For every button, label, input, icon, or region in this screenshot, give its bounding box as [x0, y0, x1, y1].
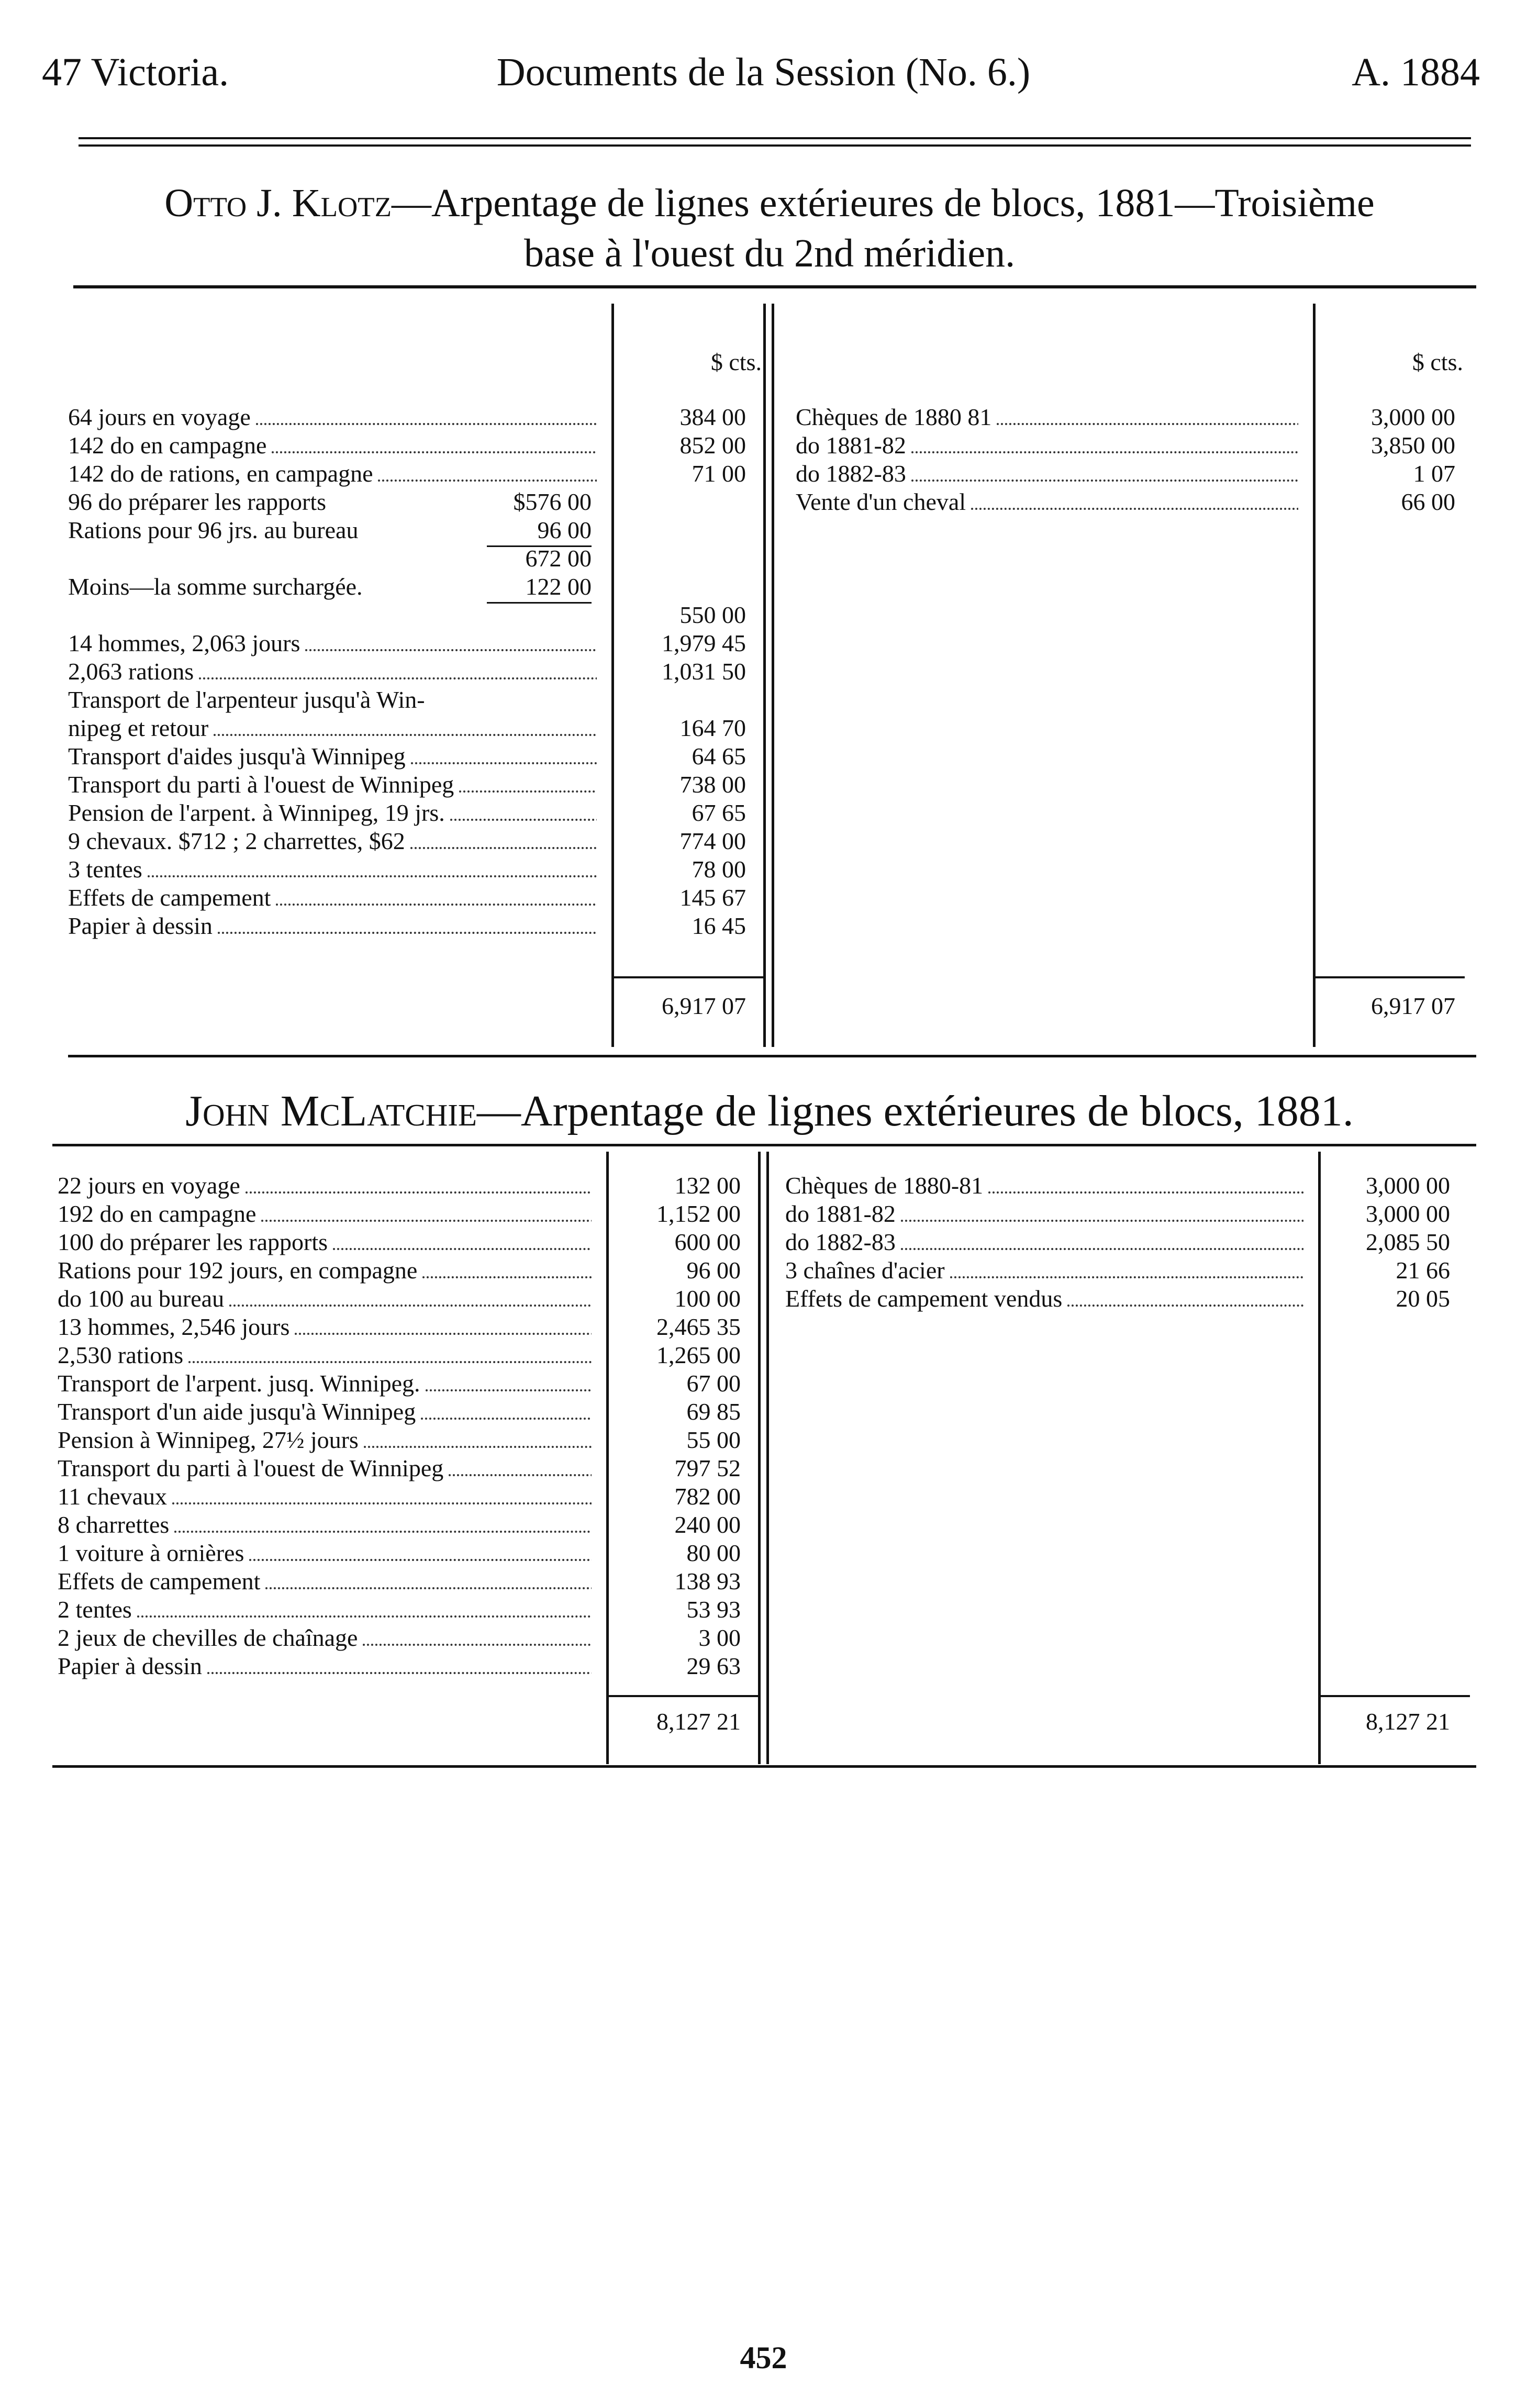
section2-total-right: 8,127 21 [1366, 1708, 1450, 1735]
section1-debit-row [0, 799, 1527, 827]
section2-total-rule-right [1318, 1695, 1470, 1697]
section1-debit-label [68, 855, 597, 884]
section1-debit-row [0, 855, 1527, 884]
leader-dots [911, 451, 1298, 453]
section2-debit-row [0, 1539, 1527, 1567]
section2-debit-amount: 138 93 [674, 1568, 741, 1595]
section2-debit-label-text: Pension à Winnipeg, 27½ jours [58, 1426, 359, 1453]
section2-credit-row [0, 1285, 1527, 1313]
section1-debit-amount: 16 45 [692, 912, 746, 939]
section2-debit-label-text: do 100 au bureau [58, 1285, 225, 1312]
section-divider [68, 1055, 1476, 1057]
section2-credit-row [0, 1200, 1527, 1228]
section1-debit-label-text: 2,063 rations [68, 658, 194, 685]
section1-debit-label [68, 516, 476, 544]
section1-title [63, 178, 1476, 278]
section1-debit-label-text: 3 tentes [68, 856, 142, 883]
section2-debit-label-text: Transport de l'arpent. jusq. Winnipeg. [58, 1370, 420, 1397]
section1-debit-label-text: Transport du parti à l'ouest de Winnipeg [68, 771, 454, 798]
section1-debit-label [68, 912, 597, 940]
section1-title-name: Otto J. Klotz [164, 181, 392, 225]
section1-credit-row [0, 431, 1527, 460]
leader-dots [137, 1615, 592, 1618]
section1-credit-label [796, 403, 1298, 431]
section1-credit-label [796, 460, 1298, 488]
leader-dots [249, 1559, 592, 1561]
section2-debit-label [58, 1398, 592, 1426]
leader-dots [214, 734, 597, 736]
section1-debit-subtotal: 122 00 [525, 573, 592, 600]
section1-debit-row [0, 601, 1527, 629]
section1-credit-amount: 3,000 00 [1371, 404, 1455, 430]
section1-debit-amount: 71 00 [692, 460, 746, 487]
section2-debit-amount: 797 52 [674, 1455, 741, 1481]
leader-dots [421, 1418, 592, 1420]
section2-credit-label-text: do 1881-82 [785, 1200, 896, 1227]
section1-col-caption-right: $ cts. [1412, 349, 1463, 375]
section2-debit-label-text: Effets de campement [58, 1568, 261, 1595]
section2-debit-amount: 53 93 [686, 1596, 741, 1623]
section2-bottom-rule [52, 1765, 1476, 1768]
leader-dots [218, 932, 597, 934]
section2-title-name: John McLatchie [185, 1087, 477, 1135]
section2-debit-label-text: Transport du parti à l'ouest de Winnipeg [58, 1455, 444, 1481]
section1-debit-row [0, 544, 1527, 573]
section2-debit-label [58, 1482, 592, 1511]
section2-debit-label [58, 1341, 592, 1369]
section1-debit-amount: 550 00 [679, 601, 746, 628]
section1-debit-label-text: 142 do en campagne [68, 432, 267, 459]
section1-debit-label-text: Moins—la somme surchargée. [68, 573, 363, 600]
section1-total-right: 6,917 07 [1371, 993, 1455, 1019]
section1-debit-row [0, 629, 1527, 657]
section2-debit-amount: 69 85 [686, 1398, 741, 1425]
section1-debit-amount: 738 00 [679, 771, 746, 798]
section2-credit-amount: 21 66 [1396, 1257, 1450, 1284]
section2-credit-label [785, 1228, 1303, 1256]
section2-debit-label-text: 2 tentes [58, 1596, 132, 1623]
section2-credit-label [785, 1285, 1303, 1313]
leader-dots [363, 1644, 592, 1646]
section2-debit-label [58, 1369, 592, 1398]
section1-debit-row [0, 771, 1527, 799]
header-year: A. 1884 [1352, 50, 1480, 94]
section1-credit-label-text: Chèques de 1880 81 [796, 404, 992, 430]
leader-dots [911, 480, 1298, 482]
section1-debit-subtotal: $576 00 [513, 488, 592, 515]
section1-credit-label [796, 488, 1298, 516]
section1-debit-label [68, 573, 476, 601]
section1-debit-label-text: 14 hommes, 2,063 jours [68, 630, 300, 656]
section2-debit-amount: 29 63 [686, 1653, 741, 1679]
section2-credit-row [0, 1228, 1527, 1256]
section1-debit-amount: 1,031 50 [662, 658, 746, 685]
section2-debit-label [58, 1511, 592, 1539]
section1-total-rule-left [611, 976, 763, 978]
section2-debit-label-text: Papier à dessin [58, 1653, 202, 1679]
section2-debit-label-text: Transport d'un aide jusqu'à Winnipeg [58, 1398, 416, 1425]
section1-debit-label [68, 714, 597, 742]
section2-debit-label-text: 192 do en campagne [58, 1200, 257, 1227]
leader-dots [410, 847, 597, 849]
section1-debit-amount: 78 00 [692, 856, 746, 883]
section2-debit-amount: 132 00 [674, 1172, 741, 1199]
section1-debit-label [68, 657, 597, 686]
section2-credit-amount: 3,000 00 [1366, 1172, 1450, 1199]
section2-debit-amount: 1,152 00 [656, 1200, 741, 1227]
header-rule-top [79, 137, 1471, 139]
section2-debit-amount: 3 00 [698, 1624, 741, 1651]
section2-debit-amount: 782 00 [674, 1483, 741, 1510]
section1-debit-row [0, 827, 1527, 855]
section1-debit-row [0, 742, 1527, 771]
section2-debit-label [58, 1426, 592, 1454]
section2-debit-row [0, 1369, 1527, 1398]
leader-dots [450, 819, 597, 821]
section2-debit-label-text: 8 charrettes [58, 1511, 170, 1538]
section1-debit-row [0, 657, 1527, 686]
header-volume: 47 Victoria. [42, 50, 229, 94]
leader-dots [174, 1531, 592, 1533]
section2-debit-amount: 96 00 [686, 1257, 741, 1284]
section2-debit-row [0, 1567, 1527, 1596]
section1-debit-row [0, 516, 1527, 544]
section2-credit-label-text: do 1882-83 [785, 1229, 896, 1255]
section2-debit-amount: 67 00 [686, 1370, 741, 1397]
leader-dots [901, 1220, 1303, 1222]
section1-debit-label-text: nipeg et retour [68, 715, 209, 741]
section2-debit-label [58, 1567, 592, 1596]
section2-debit-row [0, 1482, 1527, 1511]
section1-debit-label [68, 686, 597, 714]
section1-title-rule [73, 285, 1476, 288]
section2-credit-amount: 2,085 50 [1366, 1229, 1450, 1255]
section1-credit-row [0, 488, 1527, 516]
section2-title-rest: —Arpentage de lignes extérieures de blocs, 1881. [476, 1087, 1354, 1135]
section1-debit-label [68, 771, 597, 799]
leader-dots [459, 790, 597, 793]
section2-total-left: 8,127 21 [656, 1708, 741, 1735]
section2-debit-label [58, 1596, 592, 1624]
leader-dots [449, 1474, 592, 1476]
section1-debit-amount: 852 00 [679, 432, 746, 459]
section1-debit-label [68, 884, 597, 912]
section1-title-rest: —Arpentage de lignes extérieures de blocs, 1881—Troisième [392, 181, 1375, 225]
section2-debit-row [0, 1313, 1527, 1341]
section1-debit-subtotal: 96 00 [537, 517, 592, 543]
leader-dots [971, 508, 1298, 510]
section2-credit-label [785, 1172, 1303, 1200]
section1-debit-label-text: Transport de l'arpenteur jusqu'à Win- [68, 686, 425, 713]
section2-debit-label [58, 1454, 592, 1482]
section2-debit-row [0, 1341, 1527, 1369]
section1-title-line2: base à l'ouest du 2nd méridien. [523, 231, 1016, 275]
section1-debit-label [68, 629, 597, 657]
leader-dots [276, 904, 597, 906]
section1-debit-amount: 384 00 [679, 404, 746, 430]
section2-debit-label-text: Rations pour 192 jours, en compagne [58, 1257, 418, 1284]
leader-dots [148, 875, 597, 877]
leader-dots [364, 1446, 592, 1448]
section2-debit-row [0, 1624, 1527, 1652]
section1-debit-label-text: 9 chevaux. $712 ; 2 charrettes, $62 [68, 828, 405, 854]
section1-debit-amount: 64 65 [692, 743, 746, 770]
section1-debit-label-text: 142 do de rations, en campagne [68, 460, 373, 487]
leader-dots [295, 1333, 592, 1335]
section1-credit-label-text: Vente d'un cheval [796, 488, 966, 515]
section1-debit-row [0, 884, 1527, 912]
section2-debit-amount: 100 00 [674, 1285, 741, 1312]
section2-credit-row [0, 1256, 1527, 1285]
section2-debit-row [0, 1426, 1527, 1454]
section1-credit-label-text: do 1881-82 [796, 432, 906, 459]
section2-debit-label-text: 2 jeux de chevilles de chaînage [58, 1624, 358, 1651]
section2-credit-label [785, 1256, 1303, 1285]
section1-credit-amount: 3,850 00 [1371, 432, 1455, 459]
section1-credit-label [796, 431, 1298, 460]
leader-dots [188, 1361, 592, 1363]
section1-debit-amount: 164 70 [679, 715, 746, 741]
section1-credit-row [0, 403, 1527, 431]
leader-dots [997, 423, 1298, 425]
leader-dots [172, 1502, 592, 1504]
section2-debit-label [58, 1652, 592, 1680]
section1-credit-row [0, 460, 1527, 488]
section1-debit-label-text: 96 do préparer les rapports [68, 488, 327, 515]
section2-debit-amount: 240 00 [674, 1511, 741, 1538]
section1-credit-label-text: do 1882-83 [796, 460, 906, 487]
section1-debit-label-text: Rations pour 96 jrs. au bureau [68, 517, 359, 543]
section1-debit-amount: 145 67 [679, 884, 746, 911]
section2-debit-amount: 600 00 [674, 1229, 741, 1255]
section2-debit-row [0, 1596, 1527, 1624]
page-number: 452 [740, 2340, 787, 2375]
leader-dots [426, 1389, 592, 1391]
section2-debit-label-text: 22 jours en voyage [58, 1172, 240, 1199]
leader-dots [950, 1276, 1303, 1278]
section2-debit-amount: 55 00 [686, 1426, 741, 1453]
leader-dots [265, 1587, 592, 1589]
section1-debit-amount: 67 65 [692, 799, 746, 826]
section2-credit-row [0, 1172, 1527, 1200]
section1-debit-row [0, 912, 1527, 940]
section1-debit-label-text: 64 jours en voyage [68, 404, 251, 430]
section2-debit-label-text: 100 do préparer les rapports [58, 1229, 328, 1255]
leader-dots [199, 677, 597, 679]
section2-credit-amount: 20 05 [1396, 1285, 1450, 1312]
section2-debit-label-text: 11 chevaux [58, 1483, 168, 1510]
section2-debit-label [58, 1539, 592, 1567]
section2-debit-amount: 80 00 [686, 1540, 741, 1566]
section2-debit-label [58, 1313, 592, 1341]
section1-total-rule-right [1313, 976, 1465, 978]
section2-debit-label-text: 13 hommes, 2,546 jours [58, 1313, 290, 1340]
section2-debit-amount: 2,465 35 [656, 1313, 741, 1340]
section2-total-rule-left [606, 1695, 758, 1697]
section1-debit-label [68, 799, 597, 827]
section1-credit-amount: 66 00 [1401, 488, 1455, 515]
section1-debit-amount: 1,979 45 [662, 630, 746, 656]
section2-credit-label-text: Effets de campement vendus [785, 1285, 1063, 1312]
section1-debit-label-text: Papier à dessin [68, 912, 213, 939]
leader-dots [1067, 1305, 1303, 1307]
section1-debit-amount: 774 00 [679, 828, 746, 854]
section2-credit-label-text: 3 chaînes d'acier [785, 1257, 945, 1284]
section1-debit-row [0, 573, 1527, 601]
leader-dots [207, 1672, 592, 1674]
section2-debit-row [0, 1454, 1527, 1482]
leader-dots [411, 762, 597, 764]
leader-dots [305, 649, 597, 651]
section1-debit-label [68, 742, 597, 771]
section2-title [63, 1086, 1476, 1136]
section1-debit-label-text: Pension de l'arpent. à Winnipeg, 19 jrs. [68, 799, 445, 826]
section2-credit-amount: 3,000 00 [1366, 1200, 1450, 1227]
section2-debit-label [58, 1624, 592, 1652]
section1-debit-label-text: Transport d'aides jusqu'à Winnipeg [68, 743, 406, 770]
section1-debit-row [0, 686, 1527, 714]
section2-credit-label [785, 1200, 1303, 1228]
section1-debit-row [0, 714, 1527, 742]
section1-debit-label-text: Effets de campement [68, 884, 271, 911]
section1-debit-label [68, 827, 597, 855]
section2-title-rule [52, 1144, 1476, 1146]
section2-credit-label-text: Chèques de 1880-81 [785, 1172, 984, 1199]
section1-credit-amount: 1 07 [1413, 460, 1455, 487]
leader-dots [901, 1248, 1303, 1250]
header-title: Documents de la Session (No. 6.) [496, 50, 1031, 94]
section2-debit-amount: 1,265 00 [656, 1342, 741, 1368]
section2-debit-label-text: 1 voiture à ornières [58, 1540, 244, 1566]
leader-dots [988, 1191, 1303, 1194]
section2-debit-row [0, 1398, 1527, 1426]
section2-debit-row [0, 1511, 1527, 1539]
section1-debit-subtotal: 672 00 [525, 545, 592, 572]
section2-debit-label-text: 2,530 rations [58, 1342, 184, 1368]
section1-total-left: 6,917 07 [662, 993, 746, 1019]
section2-debit-row [0, 1652, 1527, 1680]
header-rule-bottom [79, 144, 1471, 147]
section1-col-caption-left: $ cts. [710, 349, 762, 375]
